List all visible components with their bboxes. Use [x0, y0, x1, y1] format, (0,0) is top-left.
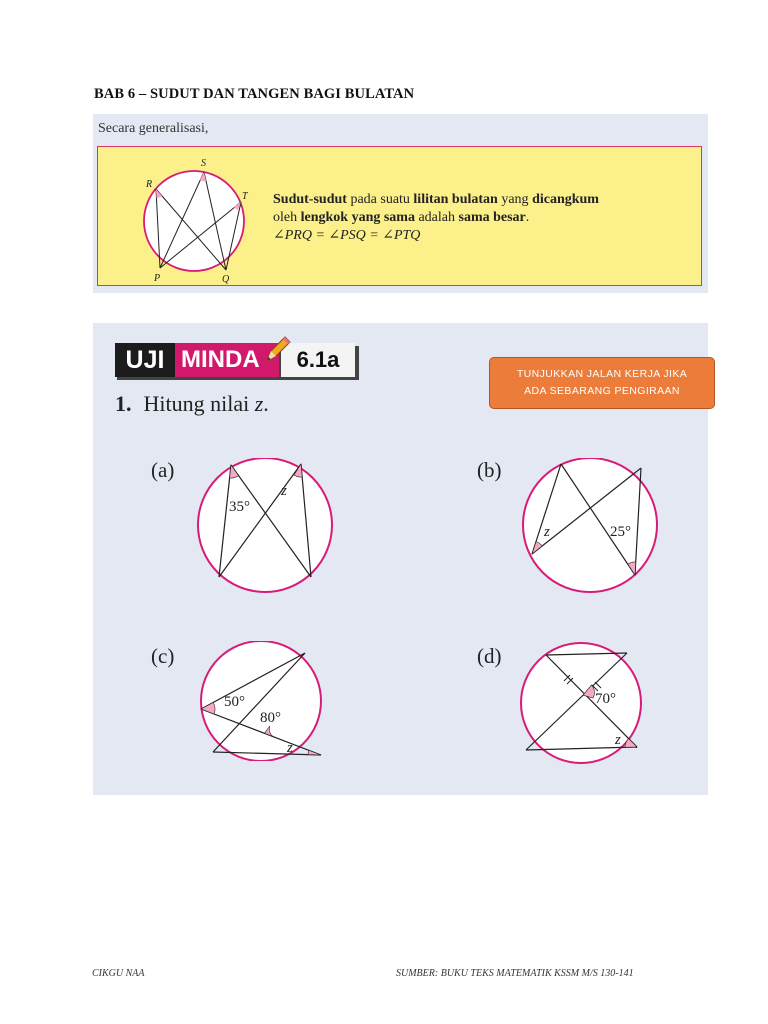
- diagram-d: [519, 641, 643, 765]
- footer-author: CIKGU NAA: [92, 968, 145, 979]
- theorem-diagram: [138, 155, 253, 285]
- diagram-c: [196, 641, 326, 761]
- footer-source: SUMBER: BUKU TEKS MATEMATIK KSSM M/S 130-141: [396, 968, 634, 979]
- diagram-a: [193, 458, 337, 593]
- angle-a-z: z: [281, 483, 287, 499]
- theorem-equation: ∠PRQ = ∠PSQ = ∠PTQ: [273, 228, 421, 243]
- question-prompt: 1. Hitung nilai z.: [115, 391, 269, 416]
- point-q-label: Q: [222, 274, 230, 285]
- pencil-icon: [261, 335, 291, 365]
- part-c-label: (c): [151, 644, 175, 668]
- badge-uji: UJI: [115, 343, 175, 377]
- generalization-panel: [93, 114, 708, 293]
- point-r-label: R: [146, 179, 153, 190]
- badge-number: 6.1a: [281, 343, 355, 377]
- point-s-label: S: [201, 158, 206, 169]
- uji-minda-badge: [115, 341, 355, 381]
- generalization-intro: Secara generalisasi,: [98, 121, 209, 136]
- part-d-label: (d): [477, 644, 502, 668]
- angle-a-given: 35°: [229, 499, 250, 515]
- angle-b-z: z: [544, 524, 550, 540]
- angle-c-given-2: 80°: [260, 710, 281, 726]
- angle-d-given: 70°: [595, 691, 616, 707]
- part-b-label: (b): [477, 458, 502, 482]
- angle-c-z: z: [287, 740, 293, 756]
- angle-d-z: z: [615, 732, 621, 748]
- angle-b-given: 25°: [610, 524, 631, 540]
- theorem-box: [97, 146, 702, 286]
- diagram-b: [518, 458, 663, 593]
- part-a-label: (a): [151, 458, 175, 482]
- chapter-title: BAB 6 – SUDUT DAN TANGEN BAGI BULATAN: [94, 86, 415, 102]
- angle-c-given-1: 50°: [224, 694, 245, 710]
- theorem-statement: Sudut-sudut pada suatu lilitan bulatan yang dicangkum oleh lengkok yang sama adalah sama besar. ∠PRQ = ∠PSQ = ∠PTQ: [273, 192, 599, 243]
- point-t-label: T: [242, 191, 248, 202]
- point-p-label: P: [154, 273, 161, 284]
- exercise-panel: [93, 323, 708, 795]
- instruction-callout: TUNJUKKAN JALAN KERJA JIKA ADA SEBARANG PENGIRAAN: [489, 357, 715, 409]
- badge-minda: MINDA: [175, 343, 279, 377]
